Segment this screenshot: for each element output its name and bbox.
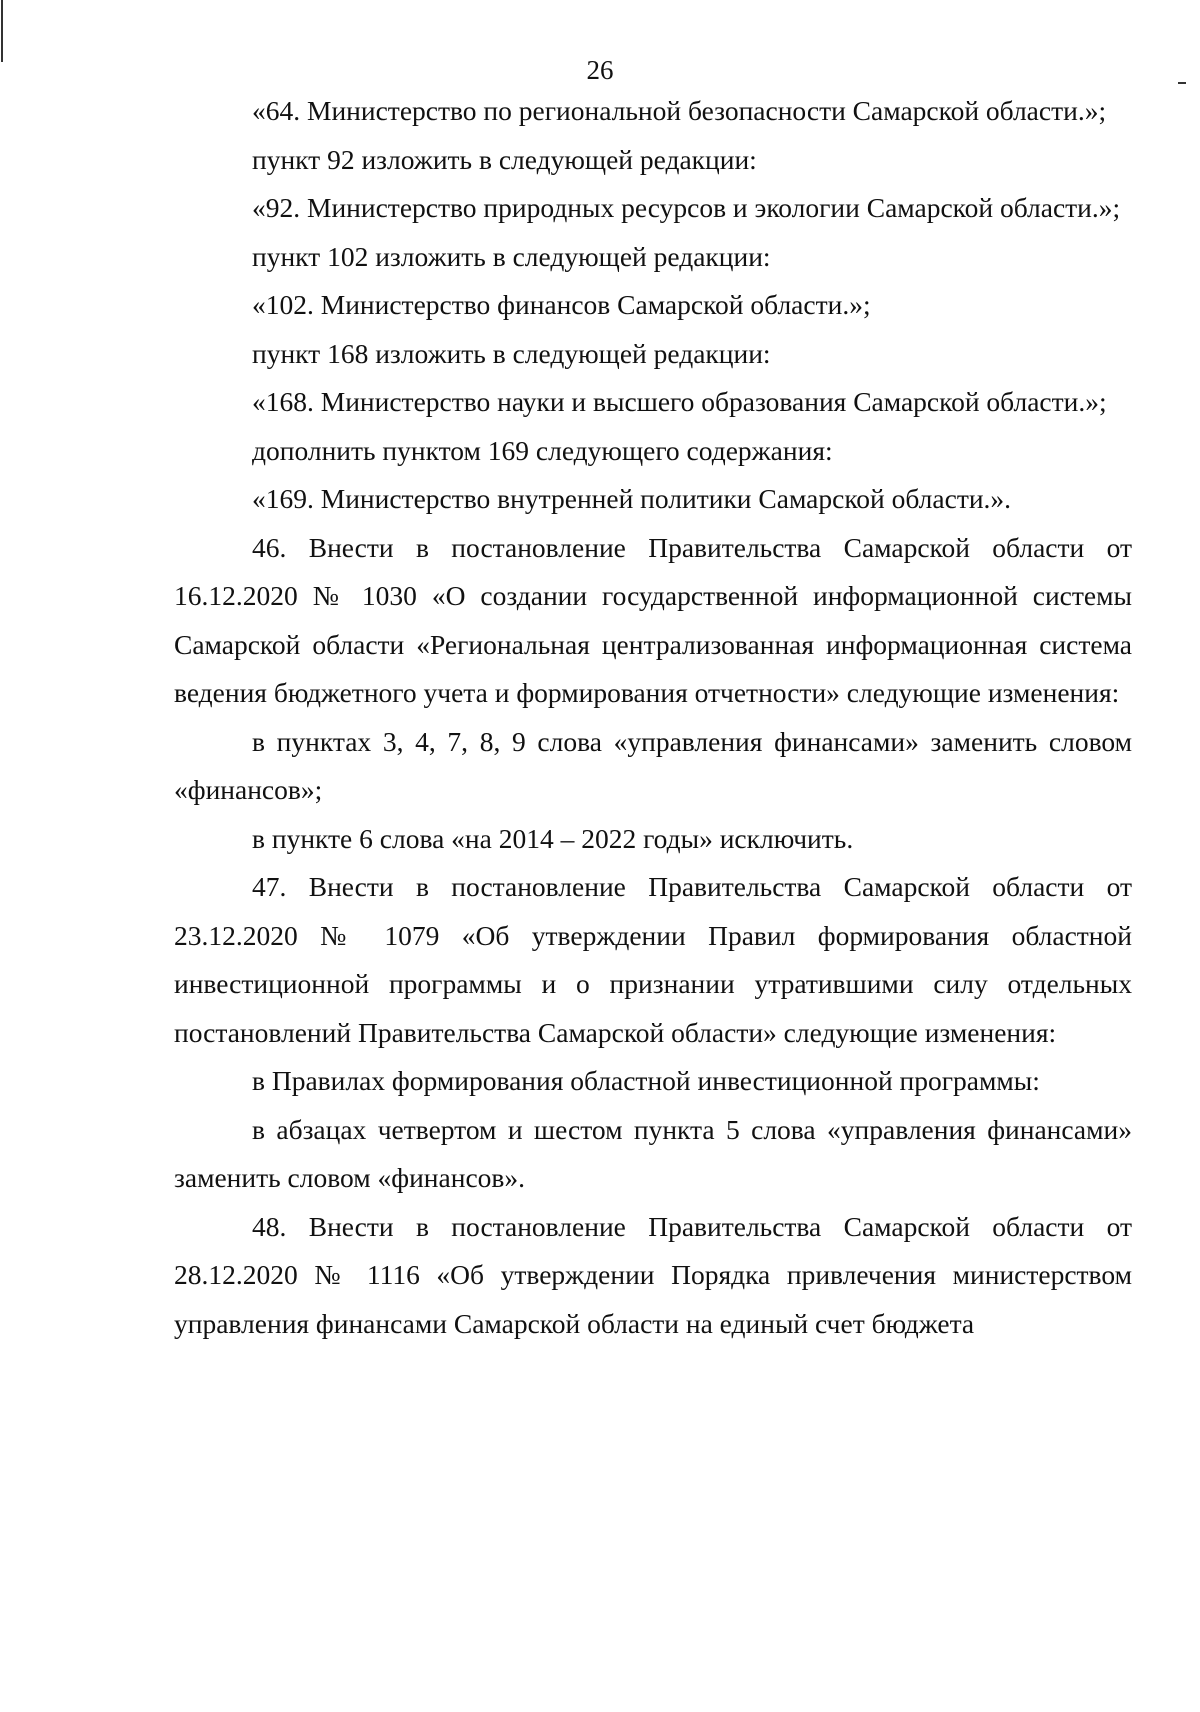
paragraph: в пунктах 3, 4, 7, 8, 9 слова «управления финансами» заменить словом «финансов»; <box>174 725 1132 805</box>
paragraph: «102. Министерство финансов Самарской области.»; <box>252 289 871 320</box>
paragraph: пункт 102 изложить в следующей редакции: <box>252 240 771 272</box>
paragraph: 46. Внести в постановление Правительства Самарской области от 16.12.2020 № 1030 «О создании государственной информационной системы Самарской области «Региональная централизованная информационная система ведения бюджетного учета и формирования отчетности» следующие изменения: <box>174 531 1132 708</box>
paragraph: «168. Министерство науки и высшего образования Самарской области.»; <box>252 386 1107 417</box>
paragraph: 47. Внести в постановление Правительства Самарской области от 23.12.2020 № 1079 «Об утверждении Правил формирования областной инвестиционной программы и о признании утратившими силу отдельных постановлений Правительства Самарской области» следующие изменения: <box>174 871 1132 1048</box>
paragraph: «64. Министерство по региональной безопасности Самарской области.»; <box>252 95 1107 126</box>
paragraph: в Правилах формирования областной инвестиционной программы: <box>252 1065 1040 1096</box>
paragraph: в пункте 6 слова «на 2014 – 2022 годы» исключить. <box>252 822 854 854</box>
paragraph: 48. Внести в постановление Правительства Самарской области от 28.12.2020 № 1116 «Об утверждении Порядка привлечения министерством управления финансами Самарской области на единый счет бюджета <box>174 1210 1132 1339</box>
paragraph: пункт 168 изложить в следующей редакции: <box>252 337 771 369</box>
paragraph: пункт 92 изложить в следующей редакции: <box>252 143 757 175</box>
paragraph: «92. Министерство природных ресурсов и экологии Самарской области.»; <box>252 192 1121 223</box>
page-number: 26 <box>586 55 614 85</box>
document-body <box>174 87 1132 1348</box>
paragraph: «169. Министерство внутренней политики Самарской области.». <box>252 483 1012 514</box>
paragraph: в абзацах четвертом и шестом пункта 5 слова «управления финансами» заменить словом «финансов». <box>174 1113 1132 1193</box>
paragraph: дополнить пунктом 169 следующего содержания: <box>252 434 833 466</box>
